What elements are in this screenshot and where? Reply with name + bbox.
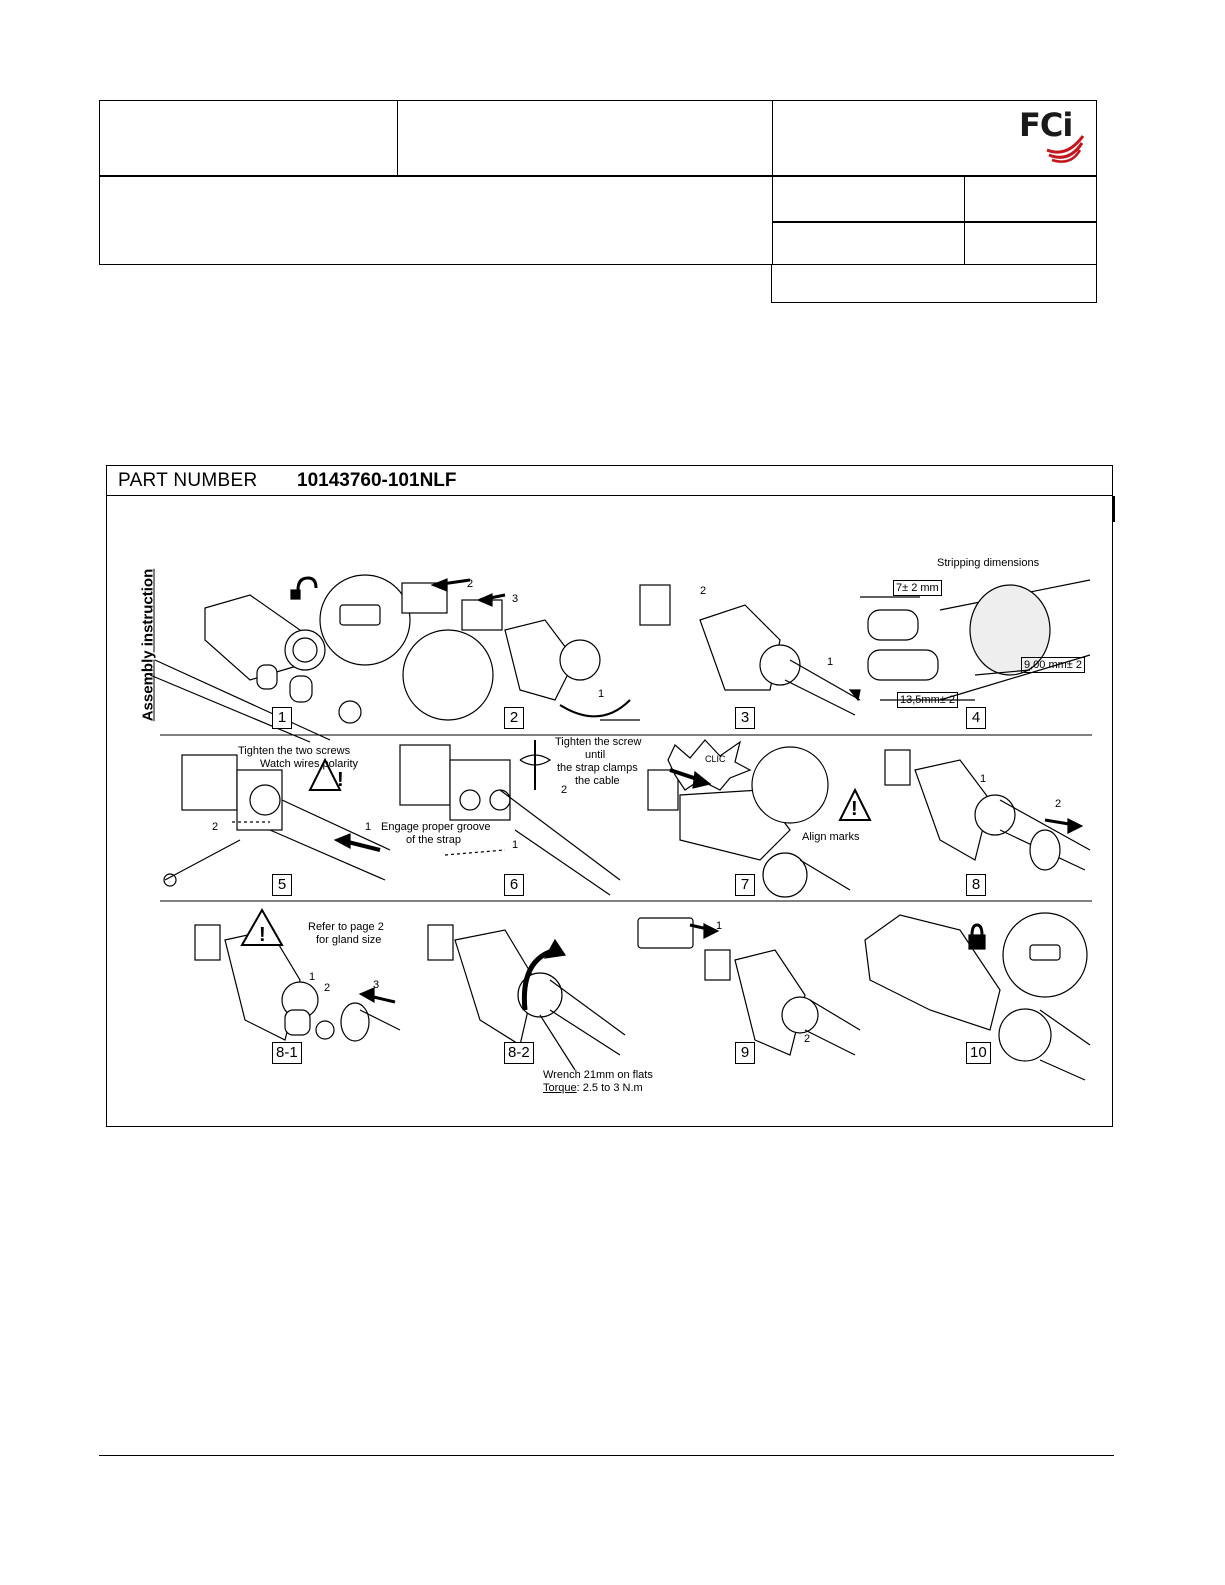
step81-note: for gland size xyxy=(316,934,382,946)
step-number: 7 xyxy=(735,874,755,896)
callout-number: 1 xyxy=(980,773,987,785)
step-number: 10 xyxy=(966,1042,991,1064)
callout-number: 2 xyxy=(804,1033,811,1045)
stripping-title: Stripping dimensions xyxy=(937,557,1040,569)
callout-number: 1 xyxy=(716,920,723,932)
connector-drawing-7 xyxy=(648,740,870,897)
step-number: 2 xyxy=(504,707,524,729)
strip-dimension-b: 9,00 mm± 2 xyxy=(1021,657,1085,673)
step-number: 6 xyxy=(504,874,524,896)
callout-number: 2 xyxy=(467,578,474,590)
strip-dimension-c: 13,5mm± 2 xyxy=(897,692,958,708)
step-number: 8-2 xyxy=(504,1042,534,1064)
callout-number: 2 xyxy=(561,784,568,796)
step6-note: of the strap xyxy=(406,834,462,846)
callout-number: 1 xyxy=(512,839,519,851)
connector-drawing-5 xyxy=(164,755,390,886)
step5-note: Watch wires polarity xyxy=(260,758,359,770)
step-number: 8 xyxy=(966,874,986,896)
callout-number: 1 xyxy=(827,656,834,668)
step-number: 1 xyxy=(272,707,292,729)
warning-icon: ! xyxy=(851,798,858,820)
logo-text: FCi xyxy=(1019,106,1073,144)
step6-note: until xyxy=(585,749,606,761)
callout-number: 2 xyxy=(212,821,219,833)
step-number: 9 xyxy=(735,1042,755,1064)
callout-number: 1 xyxy=(365,821,372,833)
step-number: 8-1 xyxy=(272,1042,302,1064)
part-number-label: PART NUMBER xyxy=(118,470,258,491)
connector-drawing-2 xyxy=(402,583,640,720)
callout-number: 1 xyxy=(598,688,605,700)
connector-drawing-9 xyxy=(638,918,860,1055)
part-number-value: 10143760-101NLF xyxy=(297,470,457,491)
callout-number: 2 xyxy=(700,585,707,597)
clic-label: CLIC xyxy=(705,754,726,764)
callout-number: 3 xyxy=(373,979,380,991)
step6-note: the strap clamps xyxy=(557,762,638,774)
stripping-drawing xyxy=(860,580,1090,700)
step6-note: the cable xyxy=(575,775,620,787)
connector-drawing-8 xyxy=(885,750,1090,870)
footer-rule xyxy=(99,1455,1114,1456)
callout-number: 3 xyxy=(512,593,519,605)
step5-note: Tighten the two screws xyxy=(238,745,351,757)
step6-note: Tighten the screw xyxy=(555,736,642,748)
callout-number: 2 xyxy=(324,982,331,994)
warning-icon: ! xyxy=(259,924,266,946)
torque-note xyxy=(543,1082,643,1094)
align-marks-label: Align marks xyxy=(802,831,860,843)
assembly-title-text: Assembly instruction xyxy=(139,568,157,722)
step-number: 4 xyxy=(966,707,986,729)
torque-label: Torque xyxy=(543,1082,577,1094)
strip-dimension-a: 7± 2 mm xyxy=(893,580,942,596)
step-number: 3 xyxy=(735,707,755,729)
step6-note: Engage proper groove xyxy=(381,821,491,833)
step81-note: Refer to page 2 xyxy=(308,921,384,933)
torque-value: : 2.5 to 3 N.m xyxy=(576,1082,643,1094)
step-number: 5 xyxy=(272,874,292,896)
connector-drawing-3 xyxy=(640,585,860,715)
wrench-note: Wrench 21mm on flats xyxy=(543,1069,653,1081)
warning-icon: ! xyxy=(337,769,344,791)
callout-number: 2 xyxy=(1055,798,1062,810)
callout-number: 1 xyxy=(309,971,316,983)
